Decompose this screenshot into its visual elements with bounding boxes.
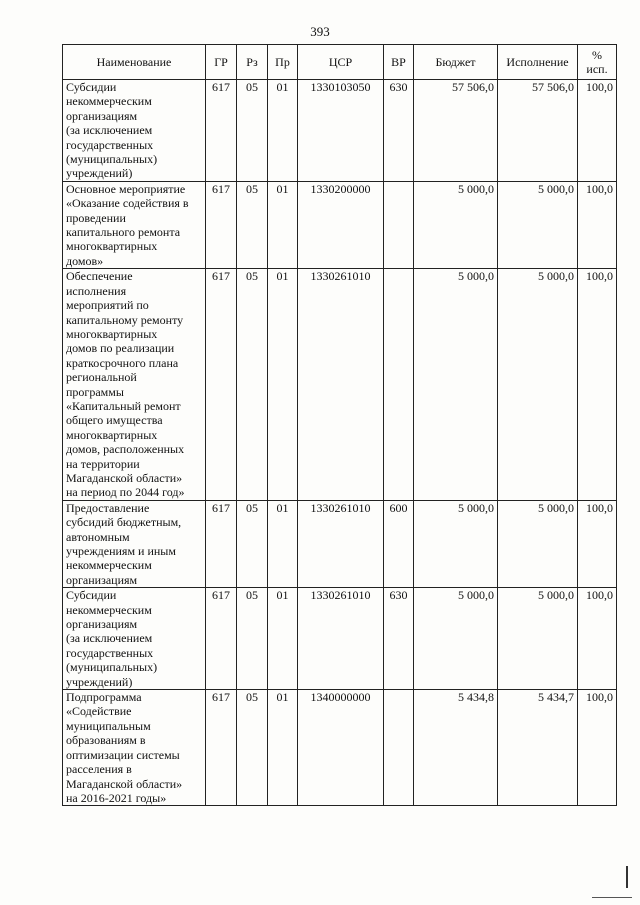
name-line: учреждений) <box>66 674 133 689</box>
name-line: (за исключением <box>66 123 153 138</box>
name-line: Основное мероприятие <box>66 181 186 196</box>
name-line: многоквартирных <box>66 326 158 341</box>
name-line: «Содействие <box>66 704 132 719</box>
cell-rz: 05 <box>237 588 268 690</box>
cell-budget: 5 000,0 <box>414 500 498 587</box>
name-line: государственных <box>66 645 154 660</box>
table-row <box>63 500 617 587</box>
cell-csr: 1330261010 <box>298 500 384 587</box>
name-line: на 2016-2021 годы» <box>66 790 167 805</box>
cell-percent: 100,0 <box>578 690 617 806</box>
name-line: Магаданской области» <box>66 776 183 791</box>
name-line: Предоставление <box>66 500 150 515</box>
header-percent-executed <box>578 45 617 80</box>
name-line: Субсидии <box>66 80 117 94</box>
cell-name <box>63 80 206 182</box>
cell-execution: 5 000,0 <box>498 500 578 587</box>
name-line: домов по реализации <box>66 341 175 356</box>
name-line: организациям <box>66 572 138 587</box>
cell-csr: 1340000000 <box>298 690 384 806</box>
header-row <box>63 45 617 80</box>
name-line: на территории <box>66 456 140 471</box>
name-line: домов, расположенных <box>66 442 185 457</box>
table-row <box>63 588 617 690</box>
name-line: проведении <box>66 210 126 225</box>
name-line: капитального ремонта <box>66 225 181 240</box>
cell-rz: 05 <box>237 181 268 268</box>
cell-name <box>63 500 206 587</box>
cell-execution: 57 506,0 <box>498 80 578 182</box>
cell-budget: 5 000,0 <box>414 181 498 268</box>
cell-rz: 05 <box>237 690 268 806</box>
name-line: «Капитальный ремонт <box>66 398 181 413</box>
cell-execution: 5 000,0 <box>498 269 578 501</box>
cell-csr: 1330103050 <box>298 80 384 182</box>
cell-rz: 05 <box>237 500 268 587</box>
cell-percent: 100,0 <box>578 269 617 501</box>
name-line: некоммерческим <box>66 94 152 109</box>
name-line: на период по 2044 год» <box>66 485 185 500</box>
cell-gr: 617 <box>206 80 237 182</box>
cell-csr: 1330261010 <box>298 269 384 501</box>
header-rz: Рз <box>237 45 268 80</box>
name-line: оптимизации системы <box>66 747 180 762</box>
cell-vr: 600 <box>384 500 414 587</box>
cell-percent: 100,0 <box>578 181 617 268</box>
cell-name <box>63 588 206 690</box>
table-row <box>63 690 617 806</box>
cell-percent: 100,0 <box>578 588 617 690</box>
name-line: капитальному ремонту <box>66 312 184 327</box>
header-budget: Бюджет <box>414 45 498 80</box>
cell-budget: 5 000,0 <box>414 588 498 690</box>
name-line: организациям <box>66 108 138 123</box>
table-row <box>63 181 617 268</box>
name-line: расселения в <box>66 762 132 777</box>
name-line: многоквартирных <box>66 427 158 442</box>
header-execution: Исполнение <box>498 45 578 80</box>
cell-vr <box>384 269 414 501</box>
name-line: программы <box>66 384 124 399</box>
page-number: 393 <box>310 24 330 39</box>
name-line: Субсидии <box>66 588 117 603</box>
cell-pr: 01 <box>268 690 298 806</box>
cell-pr: 01 <box>268 588 298 690</box>
name-line: (за исключением <box>66 631 153 646</box>
cell-name <box>63 269 206 501</box>
cell-gr: 617 <box>206 500 237 587</box>
name-line: субсидий бюджетным, <box>66 515 182 530</box>
cell-percent: 100,0 <box>578 80 617 182</box>
cell-pr: 01 <box>268 269 298 501</box>
name-line: некоммерческим <box>66 602 152 617</box>
budget-execution-table <box>62 44 617 806</box>
name-line: образованиям в <box>66 733 146 748</box>
name-line: Магаданской области» <box>66 470 183 485</box>
cell-execution: 5 434,7 <box>498 690 578 806</box>
name-line: «Оказание содействия в <box>66 196 189 211</box>
cell-csr: 1330261010 <box>298 588 384 690</box>
name-line: общего имущества <box>66 413 163 428</box>
cell-vr <box>384 690 414 806</box>
name-line: мероприятий по <box>66 298 149 313</box>
name-line: многоквартирных <box>66 239 158 254</box>
cell-rz: 05 <box>237 269 268 501</box>
name-line: учреждений) <box>66 166 133 181</box>
name-line: учреждениям и иным <box>66 544 176 558</box>
name-line: (муниципальных) <box>66 152 158 167</box>
cell-gr: 617 <box>206 588 237 690</box>
cell-name <box>63 690 206 806</box>
header-percent-label: исп. <box>586 62 608 76</box>
cell-vr: 630 <box>384 588 414 690</box>
cell-pr: 01 <box>268 181 298 268</box>
name-line: государственных <box>66 137 154 152</box>
cell-budget: 5 000,0 <box>414 269 498 501</box>
cell-gr: 617 <box>206 181 237 268</box>
cell-percent: 100,0 <box>578 500 617 587</box>
header-gr: ГР <box>206 45 237 80</box>
table-row <box>63 80 617 182</box>
cell-gr: 617 <box>206 269 237 501</box>
header-pr: Пр <box>268 45 298 80</box>
header-percent-sign: % <box>592 48 602 62</box>
cell-pr: 01 <box>268 500 298 587</box>
name-line: региональной <box>66 370 137 385</box>
header-name: Наименование <box>63 45 206 80</box>
table-row <box>63 269 617 501</box>
cell-pr: 01 <box>268 80 298 182</box>
name-line: исполнения <box>66 283 127 298</box>
header-vr: ВР <box>384 45 414 80</box>
cell-vr <box>384 181 414 268</box>
name-line: Обеспечение <box>66 269 133 284</box>
name-line: (муниципальных) <box>66 660 158 675</box>
cell-execution: 5 000,0 <box>498 181 578 268</box>
cell-rz: 05 <box>237 80 268 182</box>
cell-vr: 630 <box>384 80 414 182</box>
name-line: некоммерческим <box>66 558 152 573</box>
name-line: Подпрограмма <box>66 690 142 705</box>
margin-mark <box>626 866 628 888</box>
cell-execution: 5 000,0 <box>498 588 578 690</box>
header-csr: ЦСР <box>298 45 384 80</box>
cell-name <box>63 181 206 268</box>
cell-csr: 1330200000 <box>298 181 384 268</box>
name-line: краткосрочного плана <box>66 355 179 370</box>
cell-budget: 5 434,8 <box>414 690 498 806</box>
name-line: муниципальным <box>66 718 151 733</box>
name-line: организациям <box>66 617 138 632</box>
table-body <box>63 80 617 806</box>
margin-line <box>592 897 632 898</box>
cell-gr: 617 <box>206 690 237 806</box>
name-line: автономным <box>66 529 130 544</box>
name-line: домов» <box>66 253 104 268</box>
cell-budget: 57 506,0 <box>414 80 498 182</box>
